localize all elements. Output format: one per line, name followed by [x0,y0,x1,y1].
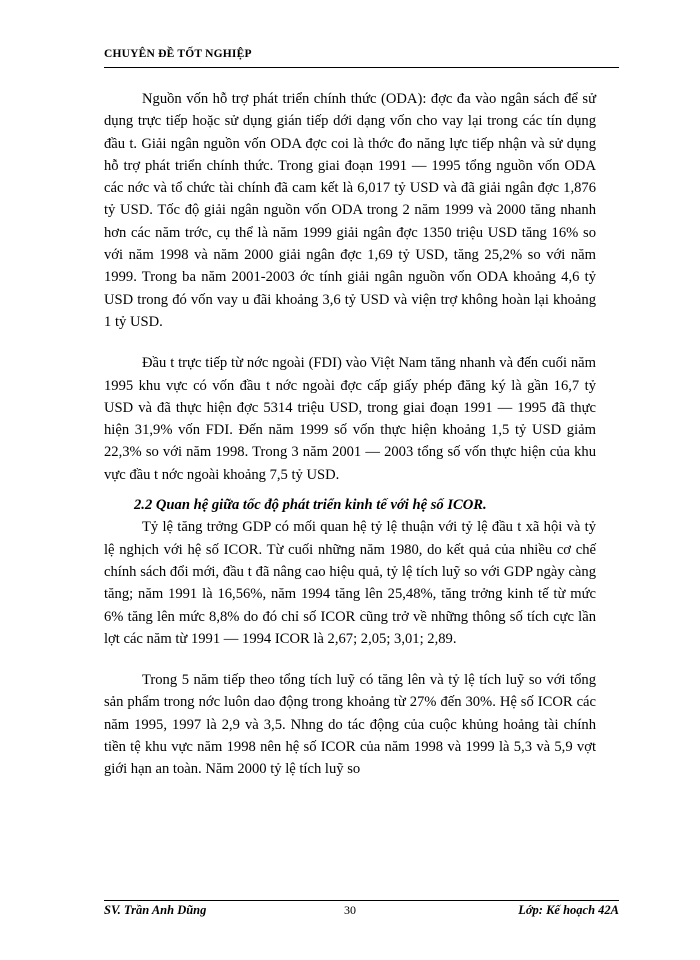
paragraph-fdi: Đầu t trực tiếp từ nớc ngoài (FDI) vào Việt Nam tăng nhanh và đến cuối năm 1995 khu vực có vốn đầu t nớc ngoài đợc cấp giấy phép đăng ký là gần 16,7 tỷ USD và đã thực hiện đợc 5314 triệu USD, trong giai đoạn 1991 — 1995 đã thực hiện 31,9% vốn FDI. Đến năm 1999 số vốn thực hiện khoảng 1,5 tỷ USD giảm 22,3% so với năm 1998. Trong 3 năm 2001 — 2003 tổng số vốn thực hiện của khu vực đầu t nớc ngoài khoảng 7,5 tỷ USD. [104,355,596,483]
paragraph-spacer [104,333,596,352]
document-header-title: CHUYÊN ĐỀ TỐT NGHIỆP [104,48,252,60]
paragraph-spacer [104,650,596,669]
header-divider [104,67,619,68]
page-number: 30 [344,903,356,917]
footer-divider [104,900,619,901]
paragraph-accumulation: Trong 5 năm tiếp theo tổng tích luỹ có tăng lên và tỷ lệ tích luỹ so với tổng sản phẩm trong nớc luôn dao động trong khoảng từ 27% đến 30%. Hệ số ICOR các năm 1995, 1997 là 2,9 và 3,5. Nhng do tác động của cuộc khủng hoảng tài chính tiền tệ khu vực năm 1998 nên hệ số ICOR của năm 1998 và 1999 là 5,3 và 5,9 vợt giới hạn an toàn. Năm 2000 tỷ lệ tích luỹ so [104,672,596,778]
paragraph-icor: Tỷ lệ tăng trởng GDP có mối quan hệ tỷ lệ thuận với tỷ lệ đầu t xã hội và tỷ lệ nghịch với hệ số ICOR. Từ cuối những năm 1980, do kết quả của nhiều cơ chế chính sách đổi mới, đầu t đã nâng cao hiệu quả, tỷ lệ tích luỹ so với GDP ngày càng tăng; năm 1991 là 16,56%, năm 1994 tăng lên 25,48%, tăng trởng kinh tế từ mức 6% tăng lên mức 8,8% do đó chỉ số ICOR cũng trở về những thông số tích cực lần lợt các năm từ 1991 — 1994 ICOR là 2,67; 2,05; 3,01; 2,89. [104,519,596,647]
paragraph-oda: Nguồn vốn hỗ trợ phát triển chính thức (ODA): đợc đa vào ngân sách để sử dụng trực tiếp hoặc sử dụng gián tiếp dới dạng vốn cho vay lại trong các tín dụng đầu t. Giải ngân nguồn vốn ODA đợc coi là thớc đo năng lực tiếp nhận và sử dụng hỗ trợ phát triển chính thức. Trong giai đoạn 1991 — 1995 tổng nguồn vốn ODA các nớc và tổ chức tài chính đã cam kết là 6,017 tỷ USD và đã giải ngân đợc 1,876 tỷ USD. Tốc độ giải ngân nguồn vốn ODA trong 2 năm 1999 và 2000 tăng nhanh hơn các năm trớc, cụ thể là năm 1999 giải ngân đợc 1350 triệu USD tăng 16% so với năm 1998 và năm 2000 giải ngân đợc 1,69 tỷ USD, tăng 25,2% so với năm 1999. Trong ba năm 2001-2003 ớc tính giải ngân nguồn vốn ODA khoảng 4,6 tỷ USD trong đó vốn vay u đãi khoảng 3,6 tỷ USD và viện trợ không hoàn lại khoảng 1 tỷ USD. [104,91,596,330]
footer-author: SV. Trần Anh Dũng [104,903,207,917]
paragraph-spacer [104,486,596,494]
section-heading: 2.2 Quan hệ giữa tốc độ phát triển kinh tế với hệ số ICOR. [134,497,487,514]
document-body [104,88,596,781]
footer-class: Lớp: Kế hoạch 42A [518,903,619,917]
